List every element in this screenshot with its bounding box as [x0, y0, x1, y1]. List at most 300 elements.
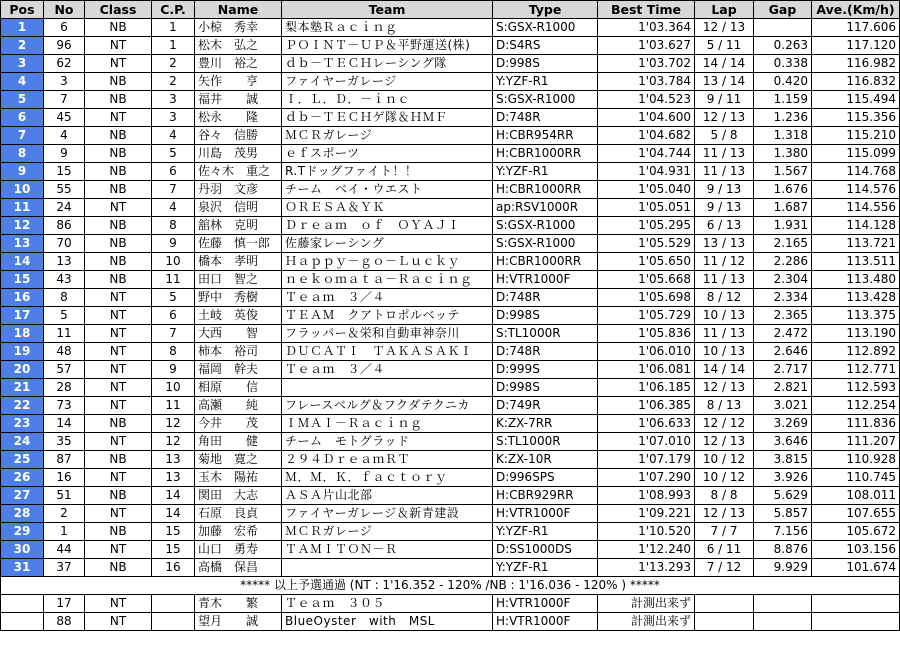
pos-cell: 1: [1, 19, 44, 37]
no-cell: 86: [44, 217, 85, 235]
pos-cell: 19: [1, 343, 44, 361]
cp-cell: 1: [152, 19, 195, 37]
name-cell: 高橋 保昌: [195, 559, 282, 577]
type-cell: S:GSX-R1000: [493, 217, 598, 235]
name-cell: 望月 誠: [195, 613, 282, 631]
table-row: [1, 91, 900, 109]
name-cell: 石原 良貞: [195, 505, 282, 523]
lap-cell: 7 / 7: [695, 523, 754, 541]
lap-cell: 6 / 13: [695, 217, 754, 235]
name-cell: 青木 繁: [195, 595, 282, 613]
lap-cell: 12 / 13: [695, 433, 754, 451]
table-row: [1, 559, 900, 577]
name-cell: 高瀬 純: [195, 397, 282, 415]
cp-cell: 6: [152, 307, 195, 325]
average-speed-cell: 114.768: [812, 163, 900, 181]
name-cell: 矢作 亨: [195, 73, 282, 91]
class-cell: NT: [85, 307, 152, 325]
name-cell: 角田 健: [195, 433, 282, 451]
type-cell: H:CBR1000RR: [493, 253, 598, 271]
table-row: [1, 145, 900, 163]
no-cell: 15: [44, 163, 85, 181]
gap-cell: 1.676: [754, 181, 812, 199]
table-row: [1, 469, 900, 487]
table-row: [1, 289, 900, 307]
no-cell: 73: [44, 397, 85, 415]
pos-cell: 22: [1, 397, 44, 415]
class-cell: NT: [85, 325, 152, 343]
best-time-cell: 1'05.295: [598, 217, 695, 235]
name-cell: 佐藤 慎一郎: [195, 235, 282, 253]
pos-cell: 24: [1, 433, 44, 451]
type-cell: D:748R: [493, 109, 598, 127]
gap-cell: 2.286: [754, 253, 812, 271]
cp-cell: 7: [152, 181, 195, 199]
team-cell: ＴＥＡＭ クアトロポルベッテ: [282, 307, 493, 325]
no-cell: 6: [44, 19, 85, 37]
cp-cell: 9: [152, 235, 195, 253]
gap-cell: 2.472: [754, 325, 812, 343]
gap-cell: 8.876: [754, 541, 812, 559]
pos-cell: 5: [1, 91, 44, 109]
cp-cell: 10: [152, 379, 195, 397]
class-cell: NT: [85, 343, 152, 361]
team-cell: Ｉ．Ｌ．Ｄ．－ｉｎｃ: [282, 91, 493, 109]
lap-cell: 5 / 8: [695, 127, 754, 145]
team-cell: ＩＭＡＩ－Ｒａｃｉｎｇ: [282, 415, 493, 433]
no-cell: 1: [44, 523, 85, 541]
type-cell: D:SS1000DS: [493, 541, 598, 559]
type-cell: D:999S: [493, 361, 598, 379]
type-cell: H:CBR954RR: [493, 127, 598, 145]
team-cell: ファイヤーガレージ＆新青建設: [282, 505, 493, 523]
best-time-cell: 1'07.179: [598, 451, 695, 469]
lap-cell: 11 / 13: [695, 271, 754, 289]
average-speed-cell: 113.511: [812, 253, 900, 271]
class-cell: NT: [85, 595, 152, 613]
gap-cell: 1.931: [754, 217, 812, 235]
class-cell: NB: [85, 145, 152, 163]
gap-cell: 3.646: [754, 433, 812, 451]
table-row: [1, 379, 900, 397]
name-cell: 豊川 裕之: [195, 55, 282, 73]
type-cell: D:996SPS: [493, 469, 598, 487]
no-cell: 37: [44, 559, 85, 577]
best-time-cell: 1'12.240: [598, 541, 695, 559]
best-time-cell: 1'03.627: [598, 37, 695, 55]
cp-cell: 4: [152, 199, 195, 217]
table-row: [1, 109, 900, 127]
cp-cell: 8: [152, 343, 195, 361]
type-cell: S:GSX-R1000: [493, 91, 598, 109]
name-cell: 柿本 裕司: [195, 343, 282, 361]
cp-cell: 3: [152, 109, 195, 127]
best-time-cell: 1'04.600: [598, 109, 695, 127]
average-speed-cell: 115.356: [812, 109, 900, 127]
class-cell: NB: [85, 163, 152, 181]
team-cell: ＰＯＩＮＴ－ＵＰ＆平野運送(株): [282, 37, 493, 55]
no-cell: 88: [44, 613, 85, 631]
name-cell: 玉木 陽祐: [195, 469, 282, 487]
cp-cell: 6: [152, 163, 195, 181]
class-cell: NT: [85, 289, 152, 307]
no-cell: 17: [44, 595, 85, 613]
average-speed-cell: 103.156: [812, 541, 900, 559]
table-row: [1, 361, 900, 379]
best-time-cell: 1'03.702: [598, 55, 695, 73]
pos-cell: 17: [1, 307, 44, 325]
no-cell: 55: [44, 181, 85, 199]
type-cell: K:ZX-7RR: [493, 415, 598, 433]
average-speed-cell: 101.674: [812, 559, 900, 577]
qualifying-note: ***** 以上予選通過 (NT : 1'16.352 - 120% /NB : 1'16.036 - 120% ) *****: [1, 577, 900, 595]
gap-cell: [754, 613, 812, 631]
table-row: [1, 307, 900, 325]
average-speed-cell: 113.190: [812, 325, 900, 343]
header-cp: C.P.: [152, 1, 195, 19]
class-cell: NT: [85, 199, 152, 217]
best-time-cell: 1'05.836: [598, 325, 695, 343]
header-type: Type: [493, 1, 598, 19]
cp-cell: 8: [152, 217, 195, 235]
name-cell: 福岡 幹夫: [195, 361, 282, 379]
no-cell: 96: [44, 37, 85, 55]
name-cell: 佐々木 重之: [195, 163, 282, 181]
average-speed-cell: 114.556: [812, 199, 900, 217]
pos-cell: 8: [1, 145, 44, 163]
no-cell: 48: [44, 343, 85, 361]
name-cell: 丹羽 文彦: [195, 181, 282, 199]
best-time-cell: 1'07.010: [598, 433, 695, 451]
lap-cell: 9 / 13: [695, 199, 754, 217]
type-cell: D:S4RS: [493, 37, 598, 55]
gap-cell: 3.021: [754, 397, 812, 415]
no-cell: 70: [44, 235, 85, 253]
type-cell: Y:YZF-R1: [493, 523, 598, 541]
no-cell: 11: [44, 325, 85, 343]
no-cell: 45: [44, 109, 85, 127]
name-cell: 今井 茂: [195, 415, 282, 433]
class-cell: NT: [85, 379, 152, 397]
cp-cell: 5: [152, 289, 195, 307]
no-cell: 87: [44, 451, 85, 469]
best-time-cell: 1'05.650: [598, 253, 695, 271]
cp-cell: 5: [152, 145, 195, 163]
best-time-cell: 1'09.221: [598, 505, 695, 523]
cp-cell: 15: [152, 523, 195, 541]
name-cell: 加藤 宏希: [195, 523, 282, 541]
class-cell: NB: [85, 235, 152, 253]
lap-cell: 8 / 8: [695, 487, 754, 505]
team-cell: ＭＣＲガレージ: [282, 523, 493, 541]
team-cell: Ｔｅａｍ ３／４: [282, 289, 493, 307]
pos-cell: 4: [1, 73, 44, 91]
team-cell: [282, 379, 493, 397]
pos-cell: 14: [1, 253, 44, 271]
team-cell: ＭＣＲガレージ: [282, 127, 493, 145]
type-cell: D:998S: [493, 307, 598, 325]
lap-cell: 12 / 13: [695, 109, 754, 127]
team-cell: ＡＳＡ片山北部: [282, 487, 493, 505]
gap-cell: 2.365: [754, 307, 812, 325]
team-cell: ＤＵＣＡＴＩ ＴＡＫＡＳＡＫＩ: [282, 343, 493, 361]
best-time-cell: 1'10.520: [598, 523, 695, 541]
type-cell: H:VTR1000F: [493, 505, 598, 523]
average-speed-cell: 112.254: [812, 397, 900, 415]
average-speed-cell: 110.745: [812, 469, 900, 487]
pos-cell: 16: [1, 289, 44, 307]
name-cell: 谷々 信勝: [195, 127, 282, 145]
table-row: [1, 397, 900, 415]
best-time-cell: 1'04.682: [598, 127, 695, 145]
average-speed-cell: 113.721: [812, 235, 900, 253]
cp-cell: 2: [152, 73, 195, 91]
no-cell: 43: [44, 271, 85, 289]
name-cell: 小椋 秀幸: [195, 19, 282, 37]
lap-cell: 10 / 12: [695, 451, 754, 469]
cp-cell: 10: [152, 253, 195, 271]
class-cell: NB: [85, 253, 152, 271]
header-name: Name: [195, 1, 282, 19]
table-row: [1, 595, 900, 613]
type-cell: D:748R: [493, 289, 598, 307]
best-time-cell: 1'05.729: [598, 307, 695, 325]
lap-cell: 8 / 12: [695, 289, 754, 307]
gap-cell: 3.926: [754, 469, 812, 487]
average-speed-cell: 117.606: [812, 19, 900, 37]
cp-cell: 14: [152, 505, 195, 523]
pos-cell: 2: [1, 37, 44, 55]
name-cell: 山口 勇寿: [195, 541, 282, 559]
results-body: [1, 19, 900, 631]
table-row: [1, 235, 900, 253]
team-cell: チーム ベイ・ウエスト: [282, 181, 493, 199]
type-cell: Y:YZF-R1: [493, 559, 598, 577]
best-time-cell: 1'07.290: [598, 469, 695, 487]
header-no: No: [44, 1, 85, 19]
name-cell: 土岐 英俊: [195, 307, 282, 325]
no-cell: 16: [44, 469, 85, 487]
lap-cell: 6 / 11: [695, 541, 754, 559]
best-time-cell: 1'06.010: [598, 343, 695, 361]
class-cell: NB: [85, 523, 152, 541]
best-time-cell: 1'05.529: [598, 235, 695, 253]
gap-cell: 2.717: [754, 361, 812, 379]
team-cell: Ｈａｐｐｙ－ｇｏ－Ｌｕｃｋｙ: [282, 253, 493, 271]
team-cell: ２９４ＤｒｅａｍＲＴ: [282, 451, 493, 469]
no-cell: 9: [44, 145, 85, 163]
table-row: [1, 541, 900, 559]
best-time-cell: 1'05.040: [598, 181, 695, 199]
name-cell: 福井 誠: [195, 91, 282, 109]
pos-cell: 20: [1, 361, 44, 379]
team-cell: BlueOyster with MSL: [282, 613, 493, 631]
pos-cell: 23: [1, 415, 44, 433]
pos-cell: 11: [1, 199, 44, 217]
class-cell: NT: [85, 397, 152, 415]
type-cell: D:998S: [493, 55, 598, 73]
table-row: [1, 613, 900, 631]
name-cell: 関田 大志: [195, 487, 282, 505]
table-row: [1, 73, 900, 91]
team-cell: Ｔｅａｍ ３０５: [282, 595, 493, 613]
lap-cell: 12 / 13: [695, 505, 754, 523]
table-row: [1, 253, 900, 271]
no-cell: 14: [44, 415, 85, 433]
gap-cell: 1.687: [754, 199, 812, 217]
gap-cell: 5.629: [754, 487, 812, 505]
gap-cell: 0.338: [754, 55, 812, 73]
team-cell: ｄｂ－ＴＥＣＨゲ隊＆ＨＭＦ: [282, 109, 493, 127]
no-cell: 8: [44, 289, 85, 307]
best-time-cell: 1'06.385: [598, 397, 695, 415]
team-cell: ＯＲＥＳＡ＆ＹＫ: [282, 199, 493, 217]
class-cell: NB: [85, 487, 152, 505]
class-cell: NB: [85, 415, 152, 433]
cp-cell: 11: [152, 271, 195, 289]
average-speed-cell: [812, 595, 900, 613]
type-cell: Y:YZF-R1: [493, 73, 598, 91]
cp-cell: [152, 595, 195, 613]
table-row: [1, 415, 900, 433]
class-cell: NT: [85, 505, 152, 523]
cp-cell: 13: [152, 451, 195, 469]
class-cell: NT: [85, 109, 152, 127]
class-cell: NB: [85, 73, 152, 91]
pos-cell: 6: [1, 109, 44, 127]
table-row: [1, 433, 900, 451]
gap-cell: 2.646: [754, 343, 812, 361]
team-cell: ＴＡＭＩＴＯＮ－Ｒ: [282, 541, 493, 559]
pos-cell: 3: [1, 55, 44, 73]
cp-cell: 4: [152, 127, 195, 145]
gap-cell: 0.263: [754, 37, 812, 55]
gap-cell: 1.236: [754, 109, 812, 127]
gap-cell: [754, 595, 812, 613]
name-cell: 大西 智: [195, 325, 282, 343]
class-cell: NT: [85, 613, 152, 631]
pos-cell: 13: [1, 235, 44, 253]
gap-cell: 1.567: [754, 163, 812, 181]
best-time-cell: 1'05.051: [598, 199, 695, 217]
average-speed-cell: 115.210: [812, 127, 900, 145]
team-cell: [282, 559, 493, 577]
lap-cell: 7 / 12: [695, 559, 754, 577]
name-cell: 菊地 寛之: [195, 451, 282, 469]
team-cell: ｎｅｋｏｍａｔａ－Ｒａｃｉｎｇ: [282, 271, 493, 289]
best-time-cell: 計測出来ず: [598, 613, 695, 631]
best-time-cell: 1'05.668: [598, 271, 695, 289]
name-cell: 田口 智之: [195, 271, 282, 289]
type-cell: S:GSX-R1000: [493, 19, 598, 37]
cp-cell: 16: [152, 559, 195, 577]
table-row: [1, 199, 900, 217]
table-row: [1, 343, 900, 361]
name-cell: 松永 隆: [195, 109, 282, 127]
team-cell: フレースベルグ＆フクダテクニカ: [282, 397, 493, 415]
best-time-cell: 1'04.744: [598, 145, 695, 163]
type-cell: H:CBR1000RR: [493, 145, 598, 163]
gap-cell: 0.420: [754, 73, 812, 91]
class-cell: NB: [85, 451, 152, 469]
cp-cell: 13: [152, 469, 195, 487]
type-cell: H:CBR1000RR: [493, 181, 598, 199]
name-cell: 川島 茂男: [195, 145, 282, 163]
class-cell: NB: [85, 559, 152, 577]
lap-cell: 14 / 14: [695, 361, 754, 379]
type-cell: H:VTR1000F: [493, 595, 598, 613]
best-time-cell: 1'06.185: [598, 379, 695, 397]
average-speed-cell: 112.593: [812, 379, 900, 397]
team-cell: R.Tドッグファイト！！: [282, 163, 493, 181]
header-lap: Lap: [695, 1, 754, 19]
team-cell: ファイヤーガレージ: [282, 73, 493, 91]
best-time-cell: 1'05.698: [598, 289, 695, 307]
gap-cell: [754, 19, 812, 37]
best-time-cell: 1'04.931: [598, 163, 695, 181]
lap-cell: 9 / 13: [695, 181, 754, 199]
average-speed-cell: 116.832: [812, 73, 900, 91]
cp-cell: 3: [152, 91, 195, 109]
gap-cell: 1.318: [754, 127, 812, 145]
cp-cell: 12: [152, 415, 195, 433]
class-cell: NB: [85, 19, 152, 37]
best-time-cell: 1'06.081: [598, 361, 695, 379]
lap-cell: 11 / 13: [695, 145, 754, 163]
no-cell: 13: [44, 253, 85, 271]
gap-cell: 5.857: [754, 505, 812, 523]
lap-cell: 13 / 14: [695, 73, 754, 91]
class-cell: NT: [85, 433, 152, 451]
cp-cell: 1: [152, 37, 195, 55]
type-cell: H:VTR1000F: [493, 613, 598, 631]
name-cell: 相原 信: [195, 379, 282, 397]
header-class: Class: [85, 1, 152, 19]
type-cell: D:749R: [493, 397, 598, 415]
table-row: [1, 37, 900, 55]
lap-cell: 10 / 13: [695, 307, 754, 325]
lap-cell: 13 / 13: [695, 235, 754, 253]
best-time-cell: 1'03.364: [598, 19, 695, 37]
pos-cell: [1, 613, 44, 631]
average-speed-cell: 105.672: [812, 523, 900, 541]
pos-cell: 28: [1, 505, 44, 523]
header-pos: Pos: [1, 1, 44, 19]
gap-cell: 2.334: [754, 289, 812, 307]
lap-cell: 11 / 13: [695, 325, 754, 343]
pos-cell: 30: [1, 541, 44, 559]
table-row: [1, 271, 900, 289]
type-cell: S:GSX-R1000: [493, 235, 598, 253]
cp-cell: 9: [152, 361, 195, 379]
table-row: [1, 127, 900, 145]
table-row: [1, 217, 900, 235]
pos-cell: 18: [1, 325, 44, 343]
name-cell: 舘林 克明: [195, 217, 282, 235]
table-row: [1, 487, 900, 505]
type-cell: S:TL1000R: [493, 325, 598, 343]
header-best-time: Best Time: [598, 1, 695, 19]
best-time-cell: 1'13.293: [598, 559, 695, 577]
name-cell: 野中 秀樹: [195, 289, 282, 307]
lap-cell: 11 / 12: [695, 253, 754, 271]
gap-cell: 2.304: [754, 271, 812, 289]
team-cell: チーム モトグラッド: [282, 433, 493, 451]
lap-cell: 11 / 13: [695, 163, 754, 181]
team-cell: ｄｂ－ＴＥＣＨレーシング隊: [282, 55, 493, 73]
pos-cell: 29: [1, 523, 44, 541]
table-row: [1, 505, 900, 523]
